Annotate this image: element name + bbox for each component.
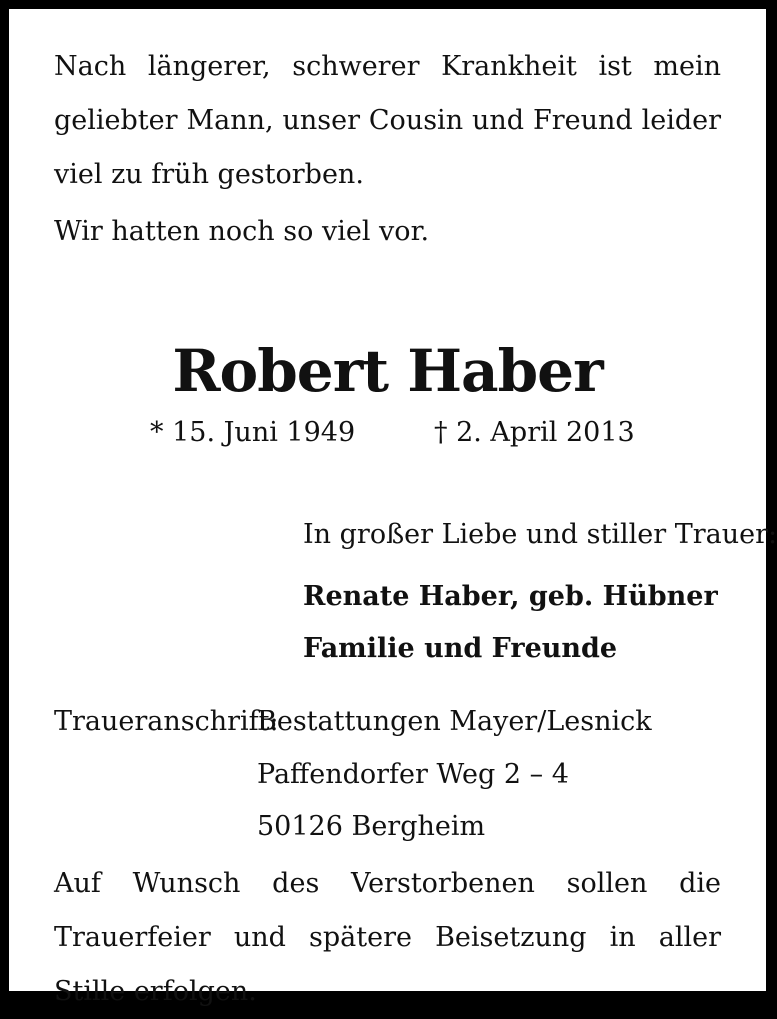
address-label: Traueranschrift: [54, 706, 279, 737]
obituary-notice [9, 9, 777, 1007]
birth-date: * 15. Juni 1949 [150, 417, 356, 448]
address-line-3: 50126 Bergheim [257, 811, 486, 842]
deceased-name: Robert Haber [172, 337, 603, 405]
address-line-2: Paffendorfer Weg 2 – 4 [257, 759, 569, 790]
secondary-text: Wir hatten noch so viel vor. [54, 216, 430, 247]
death-date: † 2. April 2013 [434, 417, 635, 448]
mourning-line: In großer Liebe und stiller Trauer: [303, 519, 777, 550]
family-friends: Familie und Freunde [303, 633, 618, 664]
address-line-1: Bestattungen Mayer/Lesnick [257, 706, 652, 737]
closing-text: Auf Wunsch des Verstorbenen sollen die Trauerfeier und spätere Beisetzung in aller Stille erfolgen. [54, 868, 721, 1007]
intro-text: Nach längerer, schwerer Krankheit ist mein geliebter Mann, unser Cousin und Freund leider viel zu früh gestorben. [54, 51, 721, 190]
family-member: Renate Haber, geb. Hübner [303, 581, 718, 612]
